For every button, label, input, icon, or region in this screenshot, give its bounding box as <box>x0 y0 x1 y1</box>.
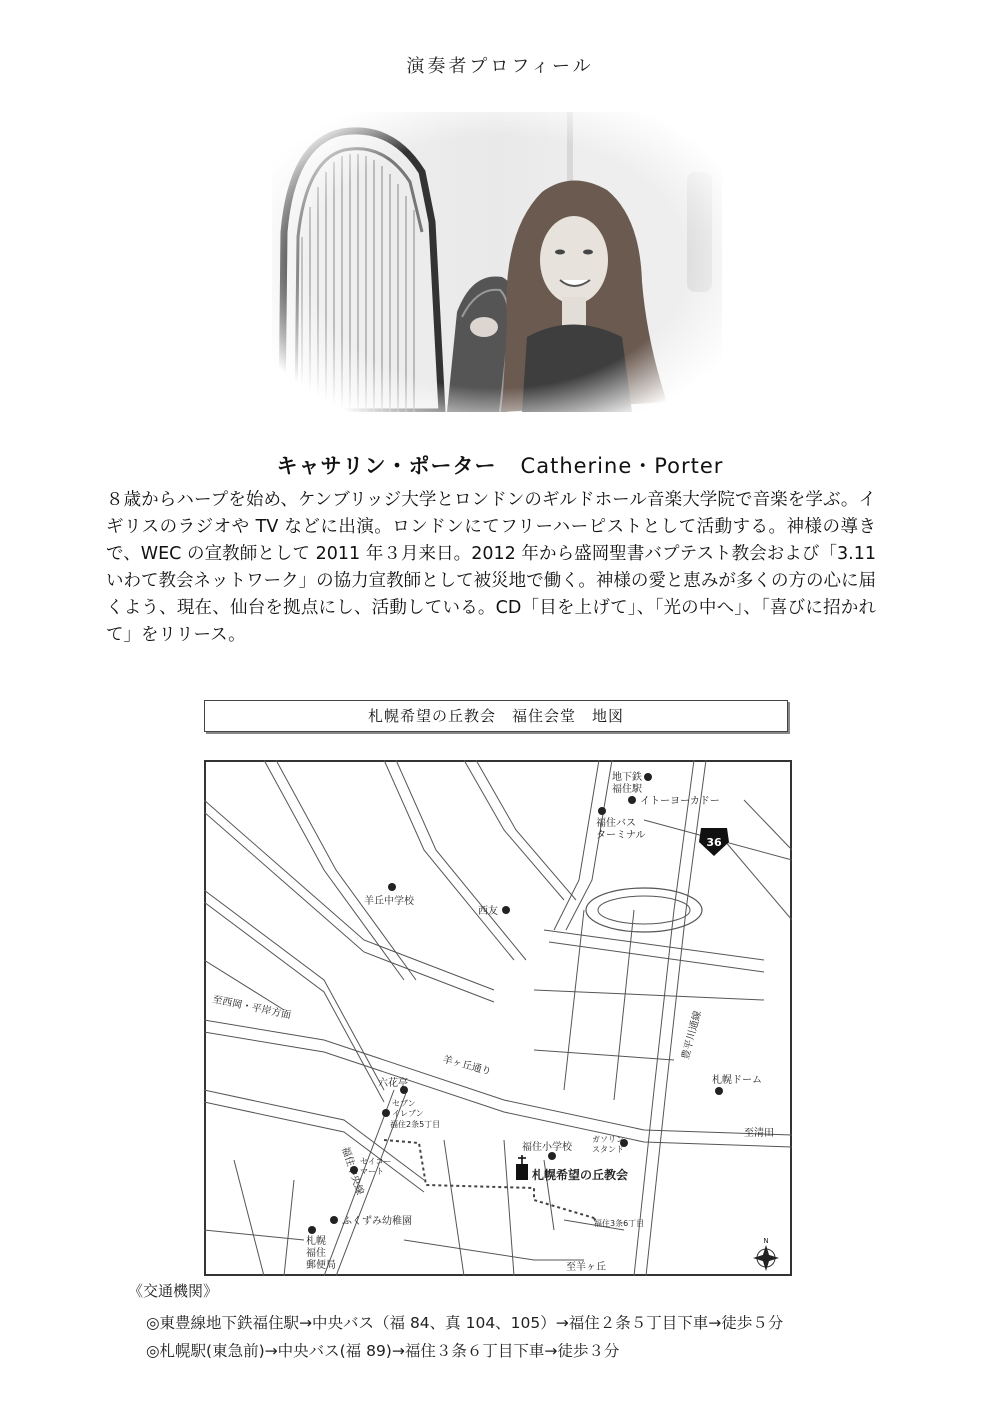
performer-name <box>0 450 1000 480</box>
label-seicomart-2: マート <box>360 1167 384 1176</box>
label-to-kiyota: 至清田 <box>744 1128 774 1139</box>
label-seven-2: イレブン <box>392 1109 424 1118</box>
transport-heading: 《交通機関》 <box>128 1282 219 1300</box>
poi-ito-yokado-dot <box>628 796 636 804</box>
svg-text:36: 36 <box>706 836 722 849</box>
label-sapporo-dome: 札幌ドーム <box>712 1075 762 1086</box>
poi-kindergarten-dot <box>330 1216 338 1224</box>
label-to-nishioka: 至西岡・平岸方面 <box>211 994 292 1022</box>
label-subway-1: 地下鉄 <box>612 772 642 783</box>
label-post-2: 福住 <box>306 1248 326 1259</box>
label-post-1: 札幌 <box>306 1236 326 1247</box>
performer-name-jp: キャサリン・ポーター <box>276 454 497 478</box>
poi-seiyu-dot <box>502 906 510 914</box>
poi-bus-terminal-dot <box>598 807 606 815</box>
label-fukuzumi-2-5: 福住2条5丁目 <box>390 1120 441 1129</box>
label-seiyu: 西友 <box>478 906 498 917</box>
transport-route-1: ◎東豊線地下鉄福住駅→中央バス（福 84、真 104、105）→福住２条５丁目下車→徒歩５分 <box>146 1314 784 1332</box>
poi-post-office-dot <box>308 1226 316 1234</box>
label-yogaoka-street: 羊ヶ丘通り <box>441 1054 493 1078</box>
access-map <box>204 760 792 1276</box>
poi-elementary-dot <box>548 1152 556 1160</box>
label-kindergarten: ふくずみ幼稚園 <box>342 1216 412 1227</box>
svg-text:N: N <box>763 1237 769 1245</box>
poi-yoka-jhs-dot <box>388 883 396 891</box>
label-fukuzumi-chuo: 福住中央線 <box>339 1145 366 1197</box>
label-ito-yokado: イトーヨーカドー <box>640 796 720 807</box>
transport-route-2: ◎札幌駅(東急前)→中央バス(福 89)→福住３条６丁目下車→徒歩３分 <box>146 1342 620 1360</box>
poi-subway-station-dot <box>644 773 652 781</box>
label-gas-1: ガソリン <box>592 1135 624 1144</box>
page-title: 演奏者プロフィール <box>406 56 594 77</box>
map-title: 札幌希望の丘教会 福住会堂 地図 <box>204 700 788 732</box>
label-fukuzumi-3-6: 福住3条6丁目 <box>594 1219 645 1228</box>
label-to-hitsujigaoka: 至羊ヶ丘 <box>566 1262 606 1273</box>
performer-name-en: Catherine・Porter <box>520 454 724 478</box>
label-subway-2: 福住駅 <box>612 784 642 795</box>
label-bus-terminal-2: ターミナル <box>596 830 646 841</box>
label-elementary: 福住小学校 <box>522 1142 572 1153</box>
label-church: 札幌希望の丘教会 <box>532 1168 629 1182</box>
harpist-portrait-photo <box>272 112 722 412</box>
label-seven-1: セブン <box>392 1099 416 1108</box>
label-rokkatei: 六花亭 <box>378 1078 408 1089</box>
label-yoka-jhs: 羊丘中学校 <box>364 896 414 907</box>
label-bus-terminal-1: 福住バス <box>596 818 636 829</box>
label-post-3: 郵便局 <box>306 1260 336 1271</box>
performer-biography: ８歳からハープを始め、ケンブリッジ大学とロンドンのギルドホール音楽大学院で音楽を学ぶ。イギリスのラジオや TV などに出演。ロンドンにてフリーハーピストとして活動する。神様の導きで、WEC の宣教師として 2011 年３月来日。2012 年から盛岡聖書バプテスト教会および「3.11 いわて教会ネットワーク」の協力宣教師として被災地で働く。神様の愛と恵みが多くの方の心に届くよう、現在、仙台を拠点にし、活動している。CD「目を上げて」、「光の中へ」、「喜びに招かれて」をリリース。 <box>106 490 876 645</box>
poi-seven-eleven-dot <box>382 1109 390 1117</box>
label-toyohira-line: 豊平川通線 <box>680 1009 704 1061</box>
label-gas-2: スタンド <box>592 1145 624 1154</box>
label-seicomart-1: セイコー <box>360 1157 392 1166</box>
poi-sapporo-dome-dot <box>715 1087 723 1095</box>
